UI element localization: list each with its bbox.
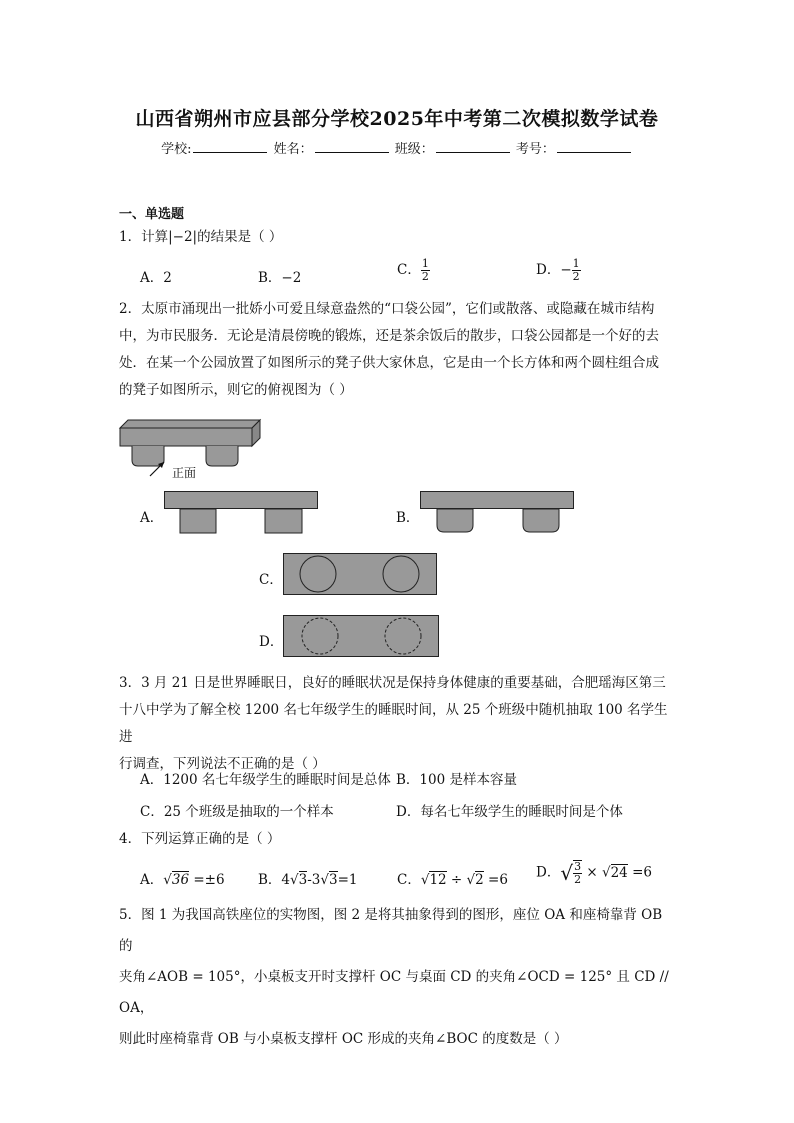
exam-no-blank: [557, 140, 631, 153]
q1-stem: [119, 224, 679, 251]
q4-option-d-fraction: [573, 860, 582, 886]
sqrt-icon: √: [560, 861, 574, 885]
class-label: 班级：: [394, 142, 434, 157]
exam-no-label: 考号：: [515, 142, 555, 157]
q1-expression: |−2|: [168, 229, 198, 245]
name-blank: [315, 140, 389, 153]
class-blank: [436, 140, 510, 153]
q4-option-c: [397, 868, 508, 888]
q2-option-d-figure: [283, 615, 443, 659]
radicand: 3: [298, 872, 308, 888]
school-blank: [193, 140, 267, 153]
q4-option-b-prefix: B．4: [258, 872, 291, 888]
radicand: 36: [171, 872, 190, 888]
q2-line-2: 中，为市民服务．无论是清晨傍晚的锻炼，还是茶余饭后的散步，口袋公园都是一个好的去: [119, 328, 659, 344]
q2-line-4: 的凳子如图所示，则它的俯视图为（ ）: [119, 382, 353, 398]
q2-option-c-figure: [283, 553, 439, 597]
q3-option-c: C．25 个班级是抽取的一个样本: [140, 804, 334, 820]
q2-option-b-label: B．: [396, 510, 420, 526]
q2-stem: [119, 296, 679, 404]
q3-line-2: 十八中学为了解全校 1200 名七年级学生的睡眠时间，从 25 个班级中随机抽取 100 名学生进: [119, 702, 668, 745]
q3-option-d: D．每名七年级学生的睡眠时间是个体: [396, 804, 623, 820]
q1-stem-end: 的结果是（ ）: [197, 229, 283, 245]
q5-line-2: 夹角∠AOB = 105°，小桌板支开时支撑杆 OC 与桌面 CD 的夹角∠OCD = 125° 且 CD // OA，: [119, 969, 669, 1016]
q4-option-b-rest: =1: [337, 872, 358, 888]
sqrt-icon: √: [320, 872, 329, 888]
q4-option-a-prefix: A．: [140, 872, 164, 888]
q5-stem: [119, 900, 679, 1055]
denominator: 2: [572, 270, 580, 283]
radicand: 12: [429, 872, 447, 888]
q4-option-d: [536, 860, 652, 886]
sqrt-icon: √: [163, 872, 172, 888]
q1-option-b: B．−2: [258, 270, 302, 286]
q4-option-b-mid: -3: [307, 872, 321, 888]
sqrt-icon: √: [466, 872, 476, 888]
q1-option-d-prefix: D．−: [536, 262, 572, 278]
q1-option-a: A．2: [140, 270, 172, 286]
q1-stem-start: 1．计算: [119, 229, 169, 245]
front-view-label: 正面: [172, 466, 197, 480]
student-info-line: [0, 138, 794, 157]
q3-option-b: B．100 是样本容量: [396, 772, 517, 788]
sqrt-icon: √: [290, 872, 299, 888]
q1-option-c-prefix: C．: [397, 262, 421, 278]
school-label: 学校:: [161, 142, 192, 157]
radicand: 2: [475, 872, 484, 888]
exam-title: 山西省朔州市应县部分学校2025年中考第二次模拟数学试卷: [135, 108, 659, 130]
numerator: 3: [574, 860, 582, 873]
q2-option-d-label: D．: [259, 634, 284, 650]
q2-line-1: 2．太原市涌现出一批娇小可爱且绿意盎然的“口袋公园”，它们或散落、或隐藏在城市结构: [119, 301, 655, 317]
denominator: 2: [421, 270, 429, 283]
q4-option-d-rest: =6: [627, 864, 652, 881]
q3-option-a: A．1200 名七年级学生的睡眠时间是总体: [140, 772, 391, 788]
q1-option-d-fraction: [572, 258, 581, 283]
q4-option-c-mid: ÷: [446, 872, 467, 888]
q3-line-3: 行调查，下列说法不正确的是（ ）: [119, 756, 326, 772]
q1-option-c-fraction: [421, 258, 430, 283]
sqrt-icon: √: [601, 864, 611, 881]
q4-option-c-rest: =6: [483, 872, 508, 888]
q4-option-d-prefix: D．: [536, 864, 561, 881]
q5-line-3: 则此时座椅靠背 OB 与小桌板支撑杆 OC 形成的夹角∠BOC 的度数是（ ）: [119, 1031, 568, 1047]
q2-option-a-figure: [164, 491, 320, 535]
q3-line-1: 3．3 月 21 日是世界睡眠日，良好的睡眠状况是保持身体健康的重要基础，合肥瑶海区第三: [119, 675, 666, 691]
radicand: 24: [610, 864, 628, 881]
q4-option-c-prefix: C．: [397, 872, 421, 888]
q1-option-c: [397, 258, 430, 283]
name-label: 姓名：: [273, 142, 313, 157]
q2-option-a-label: A．: [140, 510, 164, 526]
q1-option-d: [536, 258, 581, 283]
denominator: 2: [574, 873, 582, 886]
q2-line-3: 处．在某一个公园放置了如图所示的凳子供大家休息，它是由一个长方体和两个圆柱组合成: [119, 355, 659, 371]
sqrt-icon: √: [420, 872, 430, 888]
q4-option-d-mid: ×: [582, 864, 602, 881]
q2-option-c-label: C．: [259, 572, 283, 588]
q2-option-b-figure: [420, 491, 576, 535]
numerator: 1: [421, 257, 429, 270]
section-title: 一、单选题: [119, 207, 185, 222]
radicand: 3: [328, 872, 338, 888]
q4-option-b: [258, 868, 357, 888]
q3-stem: [119, 670, 679, 778]
numerator: 1: [572, 257, 580, 270]
q4-stem: 4．下列运算正确的是（ ）: [119, 831, 281, 847]
q4-option-a-rest: =±6: [189, 872, 225, 888]
q5-line-1: 5．图 1 为我国高铁座位的实物图，图 2 是将其抽象得到的图形，座位 OA 和座椅靠背 OB 的: [119, 907, 663, 954]
q4-option-a: [140, 868, 225, 888]
